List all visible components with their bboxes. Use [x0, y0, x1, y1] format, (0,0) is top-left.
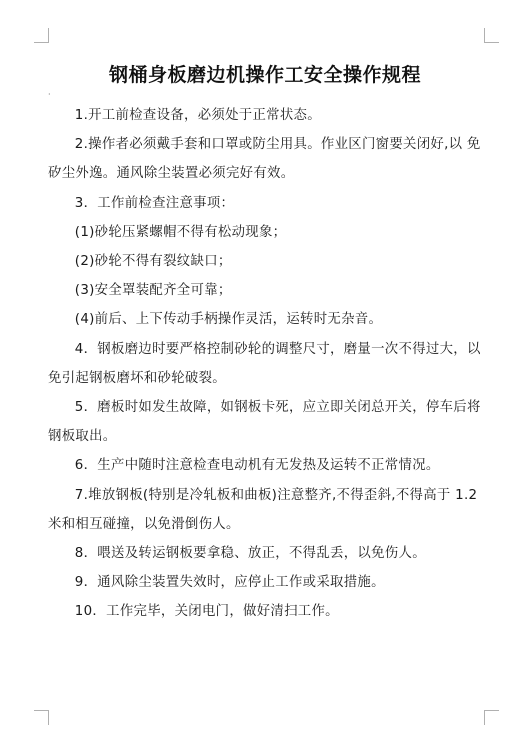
item-2: 2.操作者必须戴手套和口罩或防尘用具。作业区门窗要关闭好,以 免矽尘外逸。通风除尘装置必须完好有效。 — [48, 137, 481, 182]
page-corner-mark-top-right — [484, 28, 499, 43]
item-1: 1.开工前检查设备，必须处于正常状态。 — [74, 108, 321, 123]
page-corner-mark-bottom-right — [484, 710, 499, 725]
document-body — [48, 101, 488, 627]
item-4: 4．钢板磨边时要严格控制砂轮的调整尺寸，磨量一次不得过大，以免引起钢板磨坏和砂轮破裂。 — [48, 341, 481, 386]
paragraph-marker: · — [48, 90, 51, 99]
page-corner-mark-top-left — [34, 28, 49, 43]
item-7: 7.堆放钢板(特别是冷轧板和曲板)注意整齐,不得歪斜,不得高于 1.2 米和相互碰撞，以免滑倒伤人。 — [48, 487, 478, 532]
document-title: 钢桶身板磨边机操作工安全操作规程 — [108, 64, 421, 86]
item-5: 5．磨板时如发生故障，如钢板卡死，应立即关闭总开关，停车后将钢板取出。 — [48, 400, 481, 445]
item-6: 6．生产中随时注意检查电动机有无发热及运转不正常情况。 — [74, 458, 440, 474]
item-3: 3．工作前检查注意事项： — [74, 195, 235, 211]
item-3-sub-3: (3)安全罩装配齐全可靠； — [74, 283, 232, 299]
page-corner-mark-bottom-left — [34, 710, 49, 725]
item-3-sub-4: (4)前后、上下传动手柄操作灵活，运转时无杂音。 — [74, 312, 383, 328]
item-3-sub-2: (2)砂轮不得有裂纹缺口； — [74, 254, 232, 270]
item-10: 10．工作完毕，关闭电门，做好清扫工作。 — [74, 604, 339, 620]
item-8: 8．喂送及转运钢板要拿稳、放正，不得乱丢，以免伤人。 — [74, 546, 426, 562]
item-3-sub-1: (1)砂轮压紧螺帽不得有松动现象； — [74, 224, 287, 240]
item-9: 9．通风除尘装置失效时，应停止工作或采取措施。 — [74, 575, 385, 591]
